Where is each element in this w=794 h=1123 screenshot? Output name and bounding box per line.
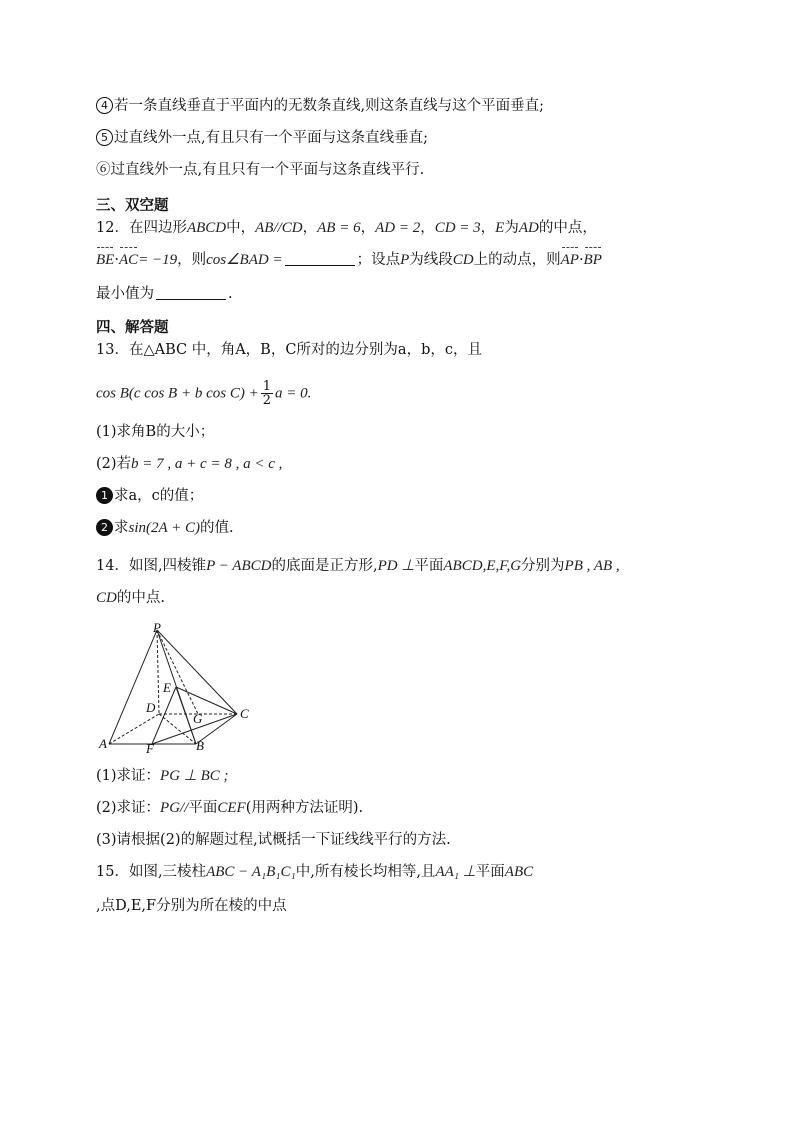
text: 平面 [414,558,444,574]
math: AB//CD [255,220,303,236]
label-f: F [146,741,154,756]
line-pg [157,630,198,714]
text: 为 [504,220,519,236]
section-heading-4: 四、解答题 [96,320,169,336]
answer-blank[interactable] [156,285,226,300]
text: 求a，c的值； [114,488,204,504]
text: 14．如图,四棱锥 [96,558,207,574]
q13-line1: 13．在△ABC 中，角A，B，C所对的边分别为a，b，c，且 [96,342,482,358]
math: P − ABCD [206,558,272,574]
math: PD ⊥ [377,558,415,574]
math: ABC [504,864,534,880]
text: 平面 [188,800,218,816]
numerator: 1 [262,379,271,394]
denominator: 2 [262,393,271,408]
math: ABCD [443,558,483,574]
math: = −19 [138,252,178,268]
edge-pd [157,630,159,714]
text: 中,所有棱长均相等,且 [295,864,436,880]
q14-part2 [96,798,363,818]
q13-sub1 [96,486,203,506]
q13-part1: (1)求角B的大小； [96,424,215,440]
text: 的底面是正方形, [271,558,378,574]
math: AA₁ ⊥ [435,864,476,880]
q12-line1: 12．在四边形ABCD中，AB//CD，AB = 6，AD = 2，CD = 3，E为AD的中点， [96,220,597,236]
vector-bp: BP [583,252,602,268]
statement-text: 过直线外一点,有且只有一个平面与这条直线垂直; [114,130,428,146]
text: 分别为 [521,558,565,574]
edge-pc [157,630,237,714]
q12-line2: BE·AC= −19，则cos∠BAD = ；设点P为线段CD上的动点，则AP·BP [96,252,602,268]
q13-sub2 [96,518,234,538]
label-g: G [193,711,203,726]
text: 的中点， [538,220,597,236]
text: (2)若 [96,456,132,472]
text: ，则 [177,252,207,268]
math: ABC − A₁B₁C₁ [206,864,296,880]
math: AB = 6 [317,220,361,236]
text: (用两种方法证明). [245,800,364,816]
text: 最小值为 [96,286,154,302]
answer-blank[interactable] [285,251,355,266]
text: 12．在四边形 [96,220,187,236]
q14-line2 [96,588,165,608]
math: PG ⊥ BC ; [160,768,229,784]
q14-line1 [96,556,620,576]
vector-ac: AC [118,252,139,268]
text: 中， [226,220,256,236]
statement-text: ⑥过直线外一点,有且只有一个平面与这条直线平行. [96,162,425,178]
label-e: E [163,680,171,695]
vector-ap: AP [560,252,579,268]
q15-line1 [96,862,533,882]
text: 上的动点，则 [473,252,561,268]
math: P [400,252,410,268]
circled-number: 5 [96,129,113,146]
text: 的中点. [116,590,165,606]
q14-part1 [96,766,229,786]
circled-number: 4 [96,97,113,114]
circled-number: 1 [96,487,113,504]
math: CD [452,252,474,268]
statement-4 [96,96,544,116]
label-c: C [240,706,249,721]
math: ,E,F,G [482,558,522,574]
line-ec [176,687,237,714]
circled-number: 2 [96,519,113,536]
text: 为线段 [409,252,453,268]
math: E [495,220,505,236]
math: a = 0. [275,385,312,402]
math: ABCD [186,220,227,236]
q12-line3: 最小值为 . [96,286,233,302]
label-p: P [153,620,161,635]
text: ；设点 [356,252,401,268]
text: (1)求证： [96,768,161,784]
label-d: D [146,700,156,715]
statement-6 [96,160,424,180]
q15-line2: ,点D,E,F分别为所在棱的中点 [96,898,287,914]
text: 15．如图,三棱柱 [96,864,207,880]
math: CD [96,590,117,606]
q14-part3: (3)请根据(2)的解题过程,试概括一下证线线平行的方法. [96,832,451,848]
edge-ad [109,714,159,744]
math: CEF [217,800,246,816]
statement-text: 若一条直线垂直于平面内的无数条直线,则这条直线与这个平面垂直; [114,98,544,114]
text: 的值. [200,520,234,536]
text: 平面 [475,864,505,880]
math: AD [518,220,539,236]
vector-be: BE [96,252,115,268]
statement-5 [96,128,428,148]
text: 求 [114,520,129,536]
math: cos∠BAD = [206,252,283,268]
q13-equation [96,380,311,407]
fraction-half [261,380,273,407]
label-b: B [196,738,204,753]
line-ef [152,687,176,744]
math: sin(2A + C) [128,520,201,536]
math: AD = 2 [375,220,421,236]
edge-pa [109,630,157,744]
q13-part2 [96,454,282,474]
math: cos B(c cos B + b cos C) + [96,385,259,402]
label-a: A [99,736,107,751]
text: (2)求证： [96,800,161,816]
math: b = 7 , a + c = 8 , a < c , [131,456,283,472]
math: CD = 3 [434,220,481,236]
math: PG// [160,800,189,816]
section-heading-3: 三、双空题 [96,198,169,214]
math: PB , AB , [564,558,620,574]
pyramid-figure [96,620,266,758]
